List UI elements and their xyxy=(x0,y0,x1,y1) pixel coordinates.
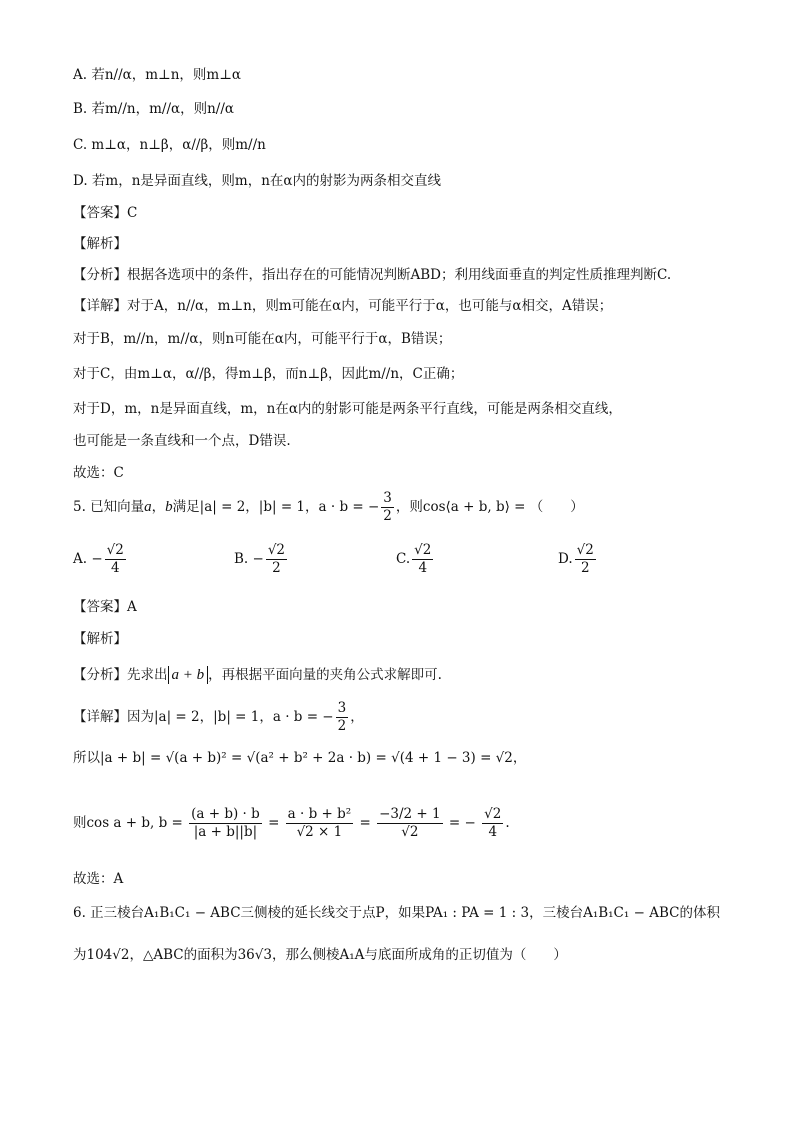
q4-answer: 【答案】C xyxy=(73,205,138,221)
q4-detail-line-2: 对于B，m//n，m//α，则n可能在α内，可能平行于α，B错误； xyxy=(73,331,452,347)
q4-analysis: 【分析】根据各选项中的条件，指出存在的可能情况判断ABD；利用线面垂直的判定性质推理判断C. xyxy=(73,267,672,283)
fraction-denominator: 4 xyxy=(105,559,126,577)
analysis-prefix: 【分析】先求出 xyxy=(73,667,168,683)
q5-detail-line-3 xyxy=(73,798,510,848)
fraction-denominator: 2 xyxy=(337,718,347,734)
option-fraction xyxy=(266,542,287,577)
q4-option-d: D. 若m，n是异面直线，则m，n在α内的射影为两条相交直线 xyxy=(73,173,442,189)
fraction-numerator: a · b + b² xyxy=(287,806,352,822)
detail-text: 【详解】因为|a| = 2，|b| = 1，a · b = − xyxy=(73,709,334,725)
q4-final-choice: 故选：C xyxy=(73,465,124,481)
fraction-denominator: √2 × 1 xyxy=(286,823,354,841)
option-fraction xyxy=(412,542,433,577)
q4-detail-line-3: 对于C，由m⊥α，α//β，得m⊥β，而n⊥β，因此m//n，C正确； xyxy=(73,366,464,382)
fraction-numerator: √2 xyxy=(106,542,124,558)
cos-fraction-4 xyxy=(482,806,503,841)
q4-option-c: C. m⊥α，n⊥β，α//β，则m//n xyxy=(73,137,266,153)
q5-detail-line-2: 所以|a + b| = √(a + b)² = √(a² + b² + 2a · b) = √(4 + 1 − 3) = √2， xyxy=(73,750,527,766)
fraction-denominator: √2 xyxy=(377,823,443,841)
fraction-numerator: √2 xyxy=(267,542,286,558)
option-label: A. − xyxy=(73,551,103,567)
option-label: D. xyxy=(558,551,573,567)
q5-option-c xyxy=(396,542,435,577)
fraction-denominator: 2 xyxy=(266,559,287,577)
q5-stem-mid: 满足 xyxy=(172,499,200,515)
abs-a-plus-b: a + b xyxy=(168,666,209,684)
option-fraction xyxy=(105,542,126,577)
q5-option-a xyxy=(73,542,128,577)
fraction-denominator: 4 xyxy=(412,559,433,577)
detail-suffix: ， xyxy=(350,709,364,725)
q4-option-b: B. 若m//n，m//α，则n//α xyxy=(73,101,235,117)
cos-fraction-1 xyxy=(189,806,262,841)
q4-jiexi-heading: 【解析】 xyxy=(73,236,127,252)
q5-stem xyxy=(73,490,584,525)
q5-final-choice: 故选：A xyxy=(73,871,124,887)
q6-stem-line-1: 6. 正三棱台A₁B₁C₁ − ABC三侧棱的延长线交于点P，如果PA₁ : PA = 1 : 3，三棱台A₁B₁C₁ − ABC的体积 xyxy=(73,905,720,921)
detail-text: 则cos a + b, b = xyxy=(73,815,183,831)
fraction-denominator: |a + b||b| xyxy=(189,823,262,841)
q5-jiexi-heading: 【解析】 xyxy=(73,631,127,647)
q5-sep: ， xyxy=(151,499,166,515)
option-label: C. xyxy=(396,551,411,567)
q5-option-d xyxy=(558,542,598,577)
vector-a: a xyxy=(144,499,152,515)
fraction-numerator: √2 xyxy=(484,806,502,822)
cos-fraction-2 xyxy=(286,806,354,841)
fraction-numerator: 3 xyxy=(337,700,347,716)
fraction-denominator: 2 xyxy=(383,508,392,524)
fraction-denominator: 2 xyxy=(575,559,596,577)
q4-detail-line-4: 对于D，m，n是异面直线，m，n在α内的射影可能是两条平行直线，可能是两条相交直线， xyxy=(73,401,622,417)
fraction-numerator: √2 xyxy=(576,542,594,558)
fraction-numerator: √2 xyxy=(414,542,432,558)
q6-stem-line-2: 为104√2，△ABC的面积为36√3，那么侧棱A₁A与底面所成角的正切值为（ ） xyxy=(73,947,567,963)
option-label: B. − xyxy=(234,551,264,567)
equals-sign: = xyxy=(359,815,371,831)
detail-fraction xyxy=(336,700,349,735)
q5-analysis xyxy=(73,666,442,684)
q5-stem-fraction xyxy=(381,490,394,525)
q5-answer: 【答案】A xyxy=(73,599,137,615)
analysis-suffix: ，再根据平面向量的夹角公式求解即可. xyxy=(208,667,442,683)
equals-minus: = − xyxy=(448,815,476,831)
equals-sign: = xyxy=(268,815,280,831)
q5-stem-then: ，则cos⟨a + b, b⟩ = （ ） xyxy=(395,499,584,515)
q4-detail-line-1: 【详解】对于A，n//α，m⊥n，则m可能在α内，可能平行于α，也可能与α相交，A错误； xyxy=(73,298,613,314)
option-fraction xyxy=(575,542,596,577)
fraction-denominator: 4 xyxy=(482,823,503,841)
cos-fraction-3 xyxy=(377,806,443,841)
q5-stem-eq: |a| = 2，|b| = 1，a · b = − xyxy=(199,499,380,515)
q4-detail-line-5: 也可能是一条直线和一个点，D错误. xyxy=(73,433,291,449)
vector-b: b xyxy=(165,499,173,515)
fraction-numerator: 3 xyxy=(383,490,392,506)
q4-option-a: A. 若n//α，m⊥n，则m⊥α xyxy=(73,67,242,83)
fraction-numerator: −3/2 + 1 xyxy=(379,806,441,822)
q5-detail-line-1 xyxy=(73,700,364,735)
q5-option-b xyxy=(234,542,289,577)
period: . xyxy=(505,815,510,831)
q5-stem-prefix: 5. 已知向量 xyxy=(73,499,145,515)
fraction-numerator: (a + b) · b xyxy=(191,806,260,822)
